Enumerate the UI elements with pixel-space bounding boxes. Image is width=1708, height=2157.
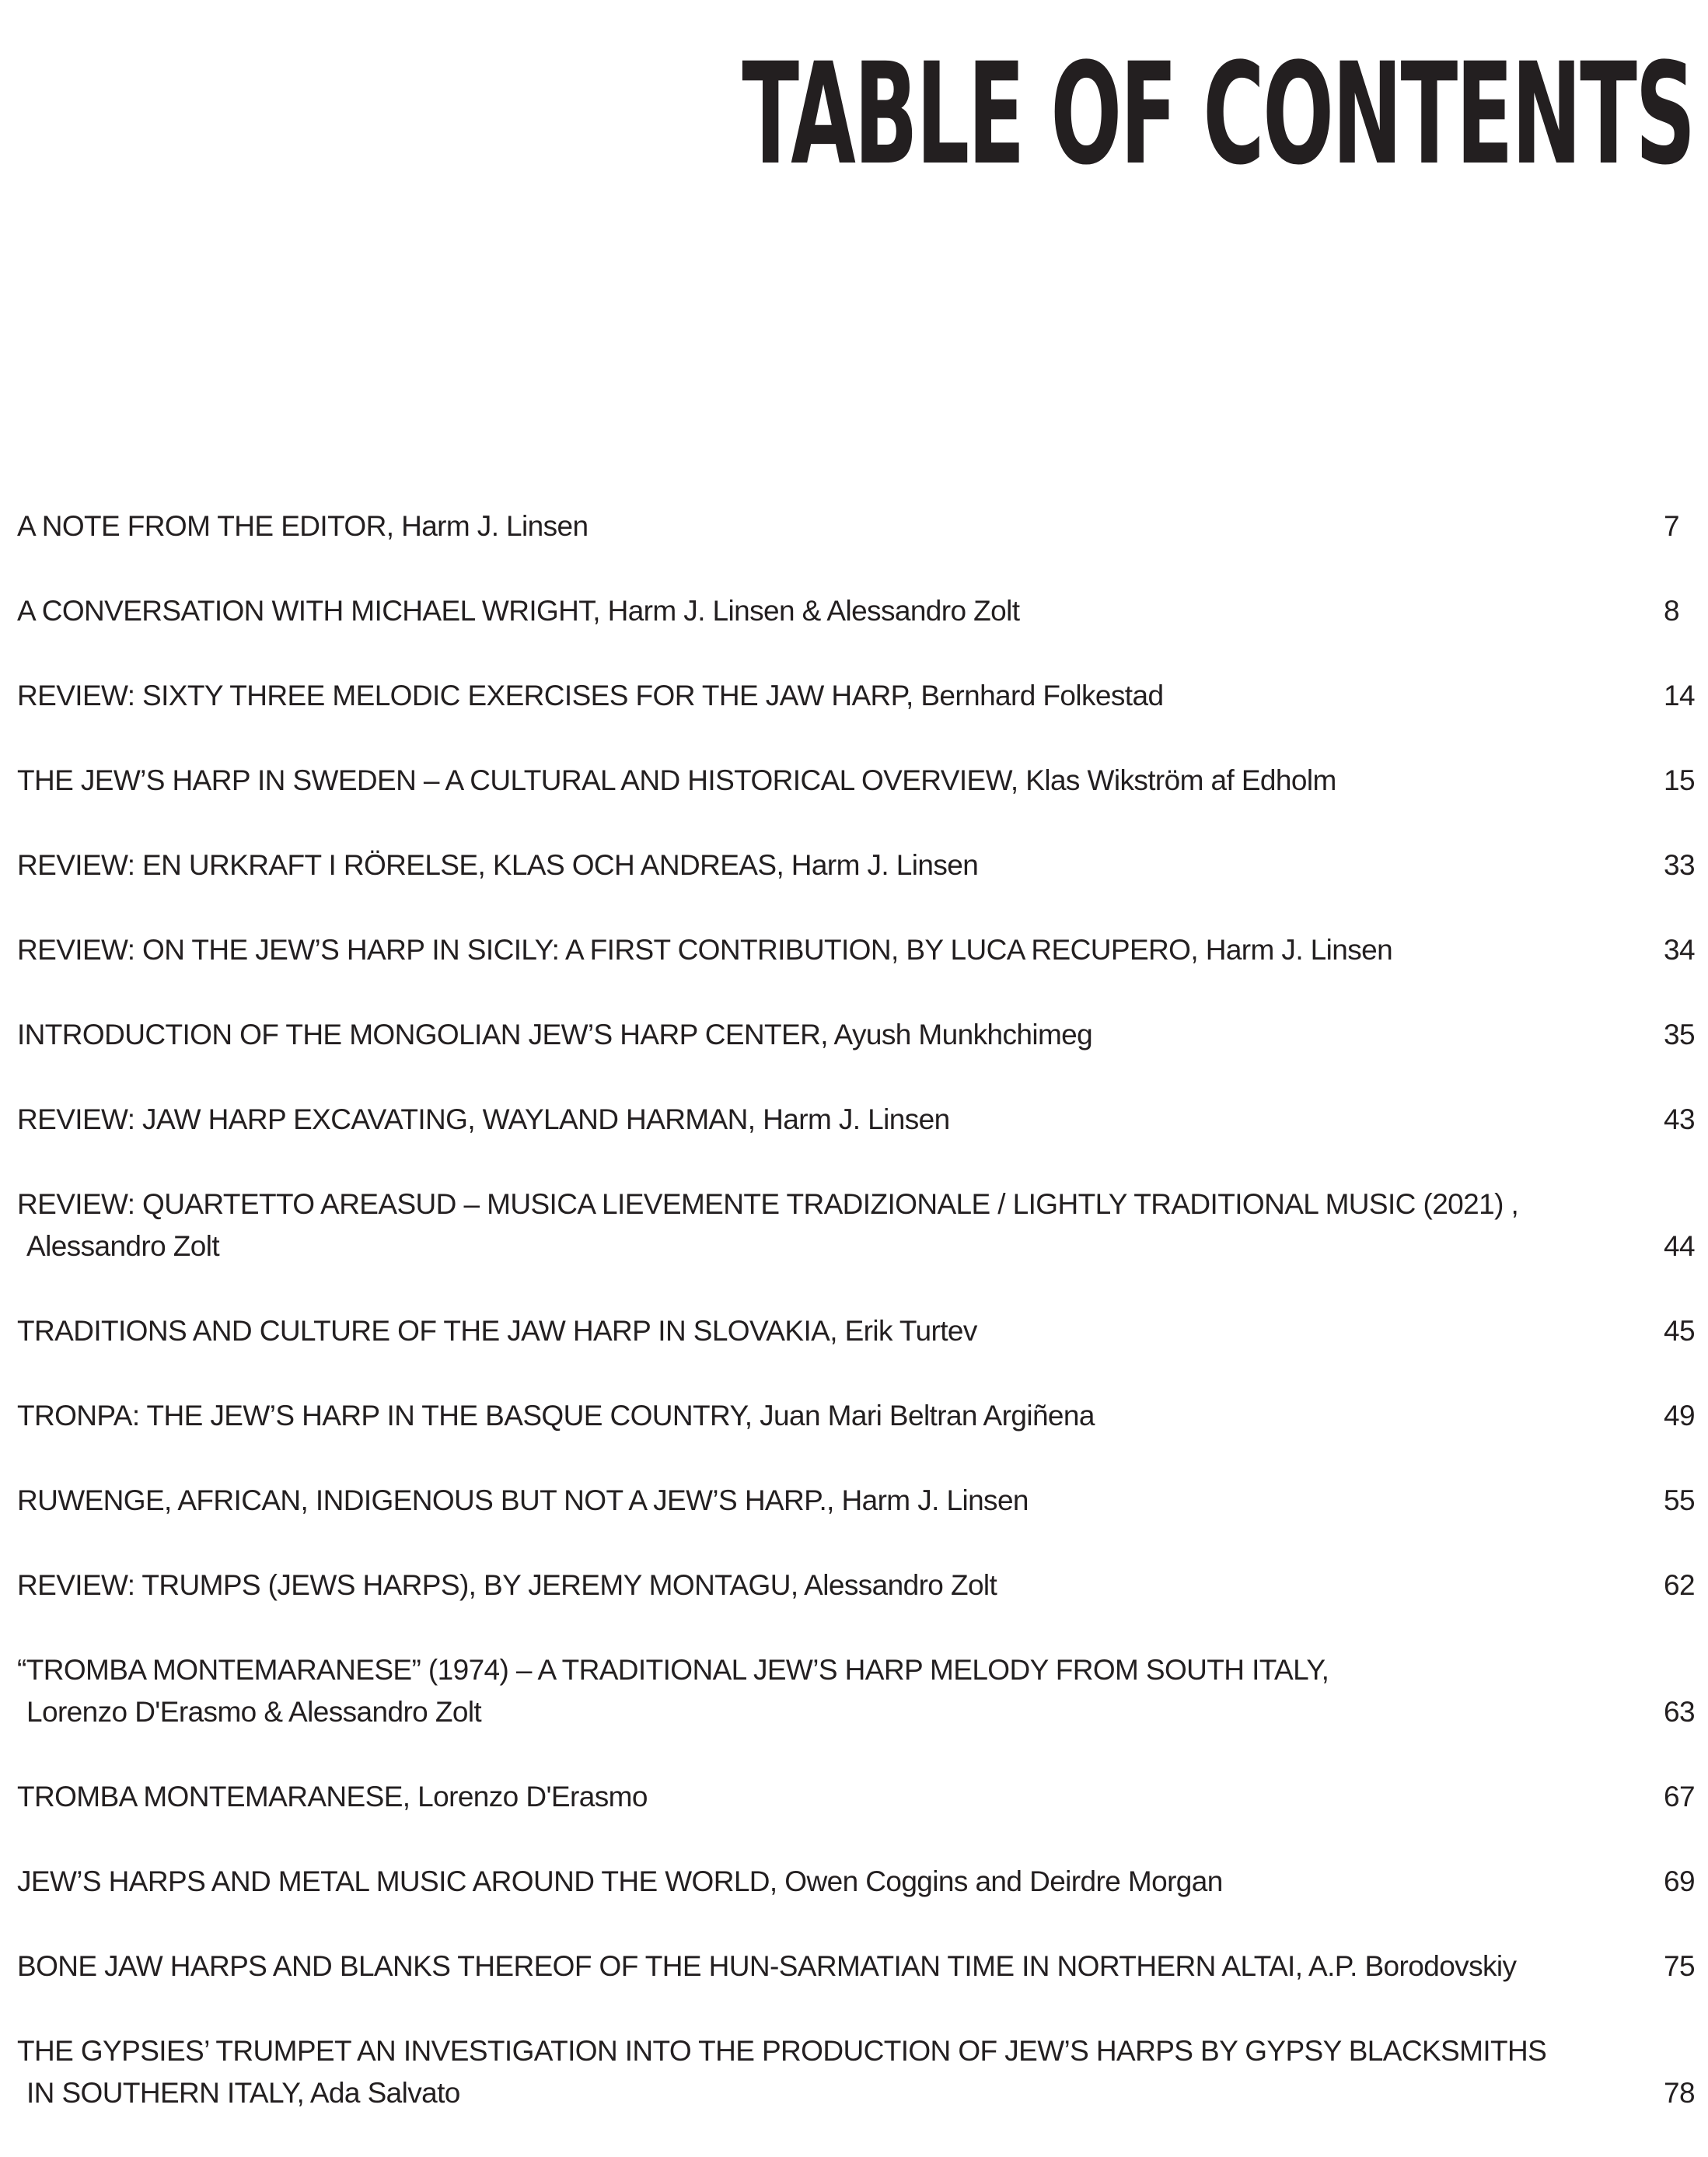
toc-entry — [17, 844, 1695, 886]
toc-entry-author: Harm J. Linsen — [833, 1484, 1029, 1516]
toc-entry-author: Owen Coggins and Deirdre Morgan — [777, 1865, 1223, 1897]
toc-entry — [17, 675, 1695, 717]
toc-entry-title: THE GYPSIES’ TRUMPET AN INVESTIGATION INTO THE PRODUCTION OF JEW’S HARPS BY GYPSY BLACKSMITHS — [17, 2035, 1547, 2067]
toc-entry-author: Harm J. Linsen — [784, 849, 979, 881]
toc-entry-title: REVIEW: EN URKRAFT I RÖRELSE, KLAS OCH ANDREAS, — [17, 849, 784, 881]
toc-entry-title: REVIEW: JAW HARP EXCAVATING, WAYLAND HARMAN, — [17, 1103, 756, 1135]
toc-entry-author: Bernhard Folkestad — [913, 680, 1164, 711]
toc-entry — [17, 590, 1695, 632]
toc-entry-title: REVIEW: TRUMPS (JEWS HARPS), BY JEREMY MONTAGU, — [17, 1569, 798, 1601]
toc-entry-page: 44 — [1664, 1230, 1695, 1262]
toc-entry-author: Erik Turtev — [837, 1315, 977, 1347]
toc-entry-page: 34 — [1664, 934, 1695, 966]
toc-entry-author: Juan Mari Beltran Argiñena — [752, 1400, 1095, 1432]
toc-entry-title: TRONPA: THE JEW’S HARP IN THE BASQUE COUNTRY, — [17, 1400, 753, 1432]
page-title: TABLE OF CONTENTS — [742, 33, 1694, 196]
toc-entry-author: A.P. Borodovskiy — [1302, 1950, 1517, 1982]
toc-entry-title: A NOTE FROM THE EDITOR, — [17, 510, 394, 542]
toc-entry-page: 67 — [1664, 1781, 1695, 1813]
toc-entry-page: 75 — [1664, 1950, 1695, 1982]
toc-entry-page: 33 — [1664, 849, 1695, 881]
toc-entry-author: Harm J. Linsen — [1198, 934, 1393, 966]
toc-entry — [17, 1014, 1695, 1056]
toc-entry-title-line2: IN SOUTHERN ITALY, — [26, 2077, 305, 2109]
toc-entry-page: 49 — [1664, 1400, 1695, 1432]
toc-entry-title: JEW’S HARPS AND METAL MUSIC AROUND THE WORLD, — [17, 1865, 777, 1897]
toc-entry — [17, 1183, 1695, 1267]
toc-entry-author: Harm J. Linsen — [755, 1103, 950, 1135]
toc-entry-page: 7 — [1664, 510, 1679, 542]
toc-entry-author: Alessandro Zolt — [798, 1569, 997, 1601]
toc-entry-page: 15 — [1664, 764, 1695, 796]
toc-entry-page: 69 — [1664, 1865, 1695, 1897]
toc-entry-author: Harm J. Linsen & Alessandro Zolt — [599, 595, 1020, 627]
toc-entry-page: 14 — [1664, 680, 1695, 711]
toc-entry-title: “TROMBA MONTEMARANESE” (1974) – A TRADITIONAL JEW’S HARP MELODY FROM SOUTH ITALY, — [17, 1654, 1329, 1686]
toc-entry-title: REVIEW: QUARTETTO AREASUD – MUSICA LIEVEMENTE TRADIZIONALE / LIGHTLY TRADITIONAL MUSIC (2021) , — [17, 1188, 1519, 1220]
toc-entry-author: Ayush Munkhchimeg — [827, 1019, 1093, 1051]
toc-entry-title: REVIEW: ON THE JEW’S HARP IN SICILY: A FIRST CONTRIBUTION, BY LUCA RECUPERO, — [17, 934, 1199, 966]
toc-entry-author: Ada Salvato — [304, 2077, 460, 2109]
toc-entry — [17, 1099, 1695, 1141]
toc-entry — [17, 1649, 1695, 1733]
toc-entry — [17, 1480, 1695, 1522]
toc-entry-page: 62 — [1664, 1569, 1695, 1601]
toc-entry-author: Lorenzo D'Erasmo & Alessandro Zolt — [26, 1696, 482, 1728]
toc-entry-author: Lorenzo D'Erasmo — [410, 1781, 648, 1813]
toc-entry-page: 45 — [1664, 1315, 1695, 1347]
toc-entry-page: 8 — [1664, 595, 1679, 627]
toc-entry-title: THE JEW’S HARP IN SWEDEN – A CULTURAL AND HISTORICAL OVERVIEW, — [17, 764, 1018, 796]
toc-entry-page: 78 — [1664, 2077, 1695, 2109]
toc-entry — [17, 505, 1695, 547]
toc-entry-title: TRADITIONS AND CULTURE OF THE JAW HARP IN SLOVAKIA, — [17, 1315, 837, 1347]
toc-entry-page: 43 — [1664, 1103, 1695, 1135]
toc-entry-page: 63 — [1664, 1696, 1695, 1728]
toc-entry — [17, 1861, 1695, 1903]
toc-entry-title: BONE JAW HARPS AND BLANKS THEREOF OF THE HUN-SARMATIAN TIME IN NORTHERN ALTAI, — [17, 1950, 1303, 1982]
toc-entry-author: Alessandro Zolt — [26, 1230, 220, 1262]
toc-entry-author: Klas Wikström af Edholm — [1018, 764, 1336, 796]
toc-entry — [17, 1564, 1695, 1606]
toc-entry-page: 55 — [1664, 1484, 1695, 1516]
table-of-contents — [17, 505, 1695, 2157]
toc-entry — [17, 1945, 1695, 1987]
toc-entry-title: A CONVERSATION WITH MICHAEL WRIGHT, — [17, 595, 600, 627]
toc-entry — [17, 1310, 1695, 1352]
toc-entry — [17, 1776, 1695, 1818]
toc-entry-title-line2-wrap — [17, 2072, 1695, 2114]
toc-entry-title: INTRODUCTION OF THE MONGOLIAN JEW’S HARP CENTER, — [17, 1019, 828, 1051]
toc-entry-title: TROMBA MONTEMARANESE, — [17, 1781, 410, 1813]
toc-entry — [17, 929, 1695, 971]
toc-entry-title: REVIEW: SIXTY THREE MELODIC EXERCISES FOR THE JAW HARP, — [17, 680, 913, 711]
toc-entry — [17, 2030, 1695, 2114]
toc-entry — [17, 760, 1695, 802]
toc-entry-page: 35 — [1664, 1019, 1695, 1051]
toc-entry — [17, 1395, 1695, 1437]
toc-entry-author: Harm J. Linsen — [393, 510, 589, 542]
toc-entry-title: RUWENGE, AFRICAN, INDIGENOUS BUT NOT A JEW’S HARP., — [17, 1484, 834, 1516]
